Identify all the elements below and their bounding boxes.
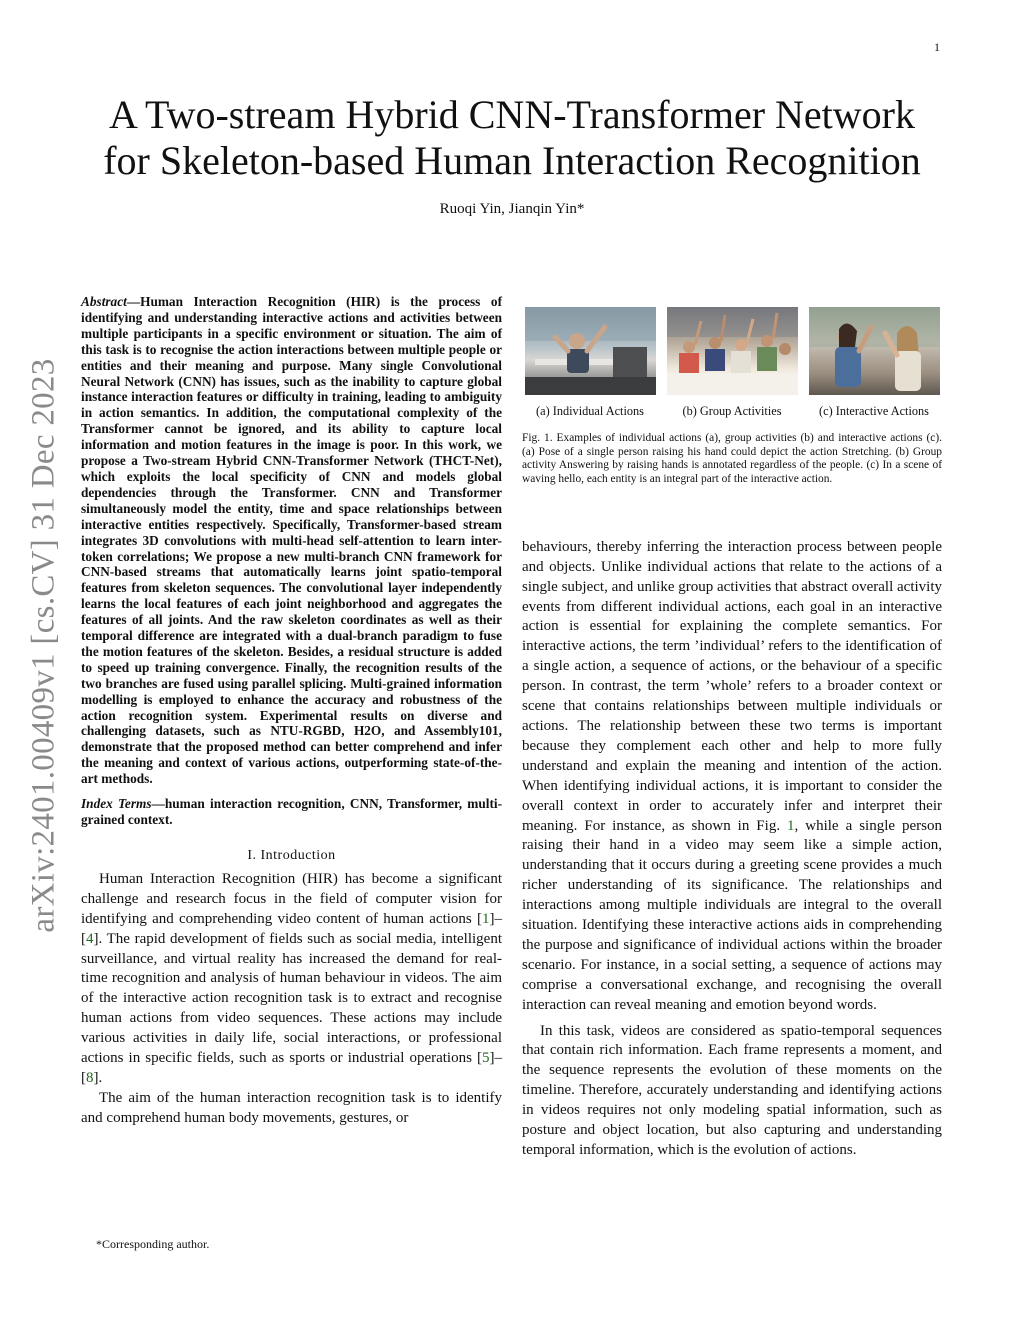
figure-panel-c-caption: (c) Interactive Actions [819, 404, 929, 418]
footnote: *Corresponding author. [96, 1237, 210, 1251]
abstract [81, 294, 502, 787]
citation-link-5[interactable]: 5 [482, 1050, 490, 1067]
figure-panel-a-caption: (a) Individual Actions [536, 404, 644, 418]
citation-link-8[interactable]: 8 [86, 1069, 94, 1086]
intro-text-4: ]–[ [81, 1050, 502, 1086]
figure-panel-a [522, 307, 658, 419]
authors: Ruoqi Yin, Jianqin Yin* [439, 201, 585, 217]
right-text-2: , while a single person raising their hand in a video may seem like a simple action, understanding that it occurs during a greeting scene provides a much richer understanding of its significance. The relationships and interactions among multiple individuals are integral to the overall situation. Identifying these interactive actions aids in comprehending the purpose and significance of individual actions within the broader scenario. For instance, in a social setting, a sequence of actions may comprise a conversational exchange, and recognising the overall interaction can reveal meaning and emotion beyond words. [522, 817, 942, 1013]
paper-title [60, 92, 964, 184]
two-people-waving-photo [809, 307, 940, 395]
right-paragraph-1 [522, 538, 942, 1016]
abstract-label: Abstract [81, 294, 127, 309]
figure-panel-b [664, 307, 800, 419]
figure-panel-b-caption: (b) Group Activities [682, 404, 782, 418]
index-terms [81, 796, 502, 828]
right-column [522, 307, 942, 1161]
figure-1 [522, 307, 942, 419]
section-heading-introduction: I. Introduction [247, 847, 336, 863]
figure-panel-c [806, 307, 942, 419]
citation-link-1[interactable]: 1 [482, 910, 490, 927]
intro-text-5: ]. [93, 1069, 103, 1086]
intro-text-3: ]. The rapid development of fields such as social media, intelligent surveillance, and virtual reality has increased the demand for real-time recognition and analysis of human behaviour in videos. The aim of the interactive action recognition task is to extract and recognise human actions from video sequences. These actions may include various activities in daily life, social interactions, or professional actions in specific fields, such as sports or industrial operations [ [81, 930, 502, 1067]
arxiv-stamp [14, 350, 74, 940]
left-column [81, 294, 502, 1129]
person-raising-hand-photo [525, 307, 656, 395]
figure-1-caption: Fig. 1. Examples of individual actions (a), group activities (b) and interactive actions (c). (a) Pose of a single person raising his hand could depict the action Stretching. (b) Group activity Answering by raising hands is annotated regardless of the people. (c) In a scene of waving hello, each entity is an integral part of the interactive action. [522, 432, 942, 486]
title-line-2: for Skeleton-based Human Interaction Recognition [103, 138, 921, 183]
arxiv-identifier: arXiv:2401.00409v1 [cs.CV] 31 Dec 2023 [25, 357, 62, 933]
index-terms-label: Index Terms [81, 796, 152, 812]
students-raising-hands-photo [667, 307, 798, 395]
index-terms-text: —human interaction recognition, CNN, Transformer, multi-grained context. [81, 796, 502, 827]
intro-paragraph-2: The aim of the human interaction recognition task is to identify and comprehend human body movements, gestures, or [81, 1089, 502, 1126]
title-line-1: A Two-stream Hybrid CNN-Transformer Network [109, 92, 915, 137]
page-number: 1 [934, 40, 940, 54]
citation-link-4[interactable]: 4 [86, 930, 94, 947]
intro-text-1: Human Interaction Recognition (HIR) has become a significant challenge and research focus in the field of computer vision for identifying and comprehending video content of human actions [ [81, 870, 502, 927]
figure-reference-link[interactable]: 1 [787, 817, 795, 834]
right-text-1: behaviours, thereby inferring the interaction process between people and objects. Unlike individual actions that relate to the actions of a single subject, and unlike group activities that abstract overall activity events from different individual actions, each goal in an interactive action is essential for explaining the complete semantics. For interactive actions, the term ’individual’ refers to the identification of a single action, a sequence of actions, or the behaviour of a specific person. In contrast, the term ’whole’ refers to a broader context or scene that contains relationships between multiple individuals or actions. The relationship between these two terms is important because they complement each other and help to more fully understand and explain the meaning and intention of the action. When identifying individual actions, it is important to consider the overall context in order to accurately infer and interpret their meaning. For instance, as shown in Fig. [522, 538, 942, 834]
intro-paragraph-1 [81, 870, 502, 1089]
right-paragraph-2: In this task, videos are considered as spatio-temporal sequences that contain rich information. Each frame represents a moment, and the sequence represents the evolution of these moments on the timeline. Therefore, accurately understanding and identifying actions in videos requires not only modeling spatial information, such as posture and object location, but also capturing and understanding temporal information, which is the evolution of actions. [522, 1022, 942, 1158]
abstract-text: —Human Interaction Recognition (HIR) is the process of identifying and understanding interactive actions and activities between multiple participants in a specific environment or situation. The aim of this task is to recognise the action interactions between multiple people or entities and their meaning and purpose. Many single Convolutional Neural Network (CNN) has issues, such as the inability to capture global instance interaction features or difficulty in training, leading to ambiguity in action semantics. In addition, the computational complexity of the Transformer cannot be ignored, and its ability to capture local information and motion features in the image is poor. In this work, we propose a Two-stream Hybrid CNN-Transformer Network (THCT-Net), which exploits the local specificity of CNN and models global dependencies through the Transformer. CNN and Transformer simultaneously model the entity, time and space relationships between interactive entities respectively. Specifically, Transformer-based stream integrates 3D convolutions with multi-head self-attention to learn inter-token correlations; We propose a new multi-branch CNN framework for CNN-based streams that automatically learns joint spatio-temporal features from skeleton sequences. The convolutional layer independently learns the local features of each joint neighborhood and aggregates the features of all joints. And the raw skeleton coordinates as well as their temporal difference are integrated with a dual-branch paradigm to fuse the motion features of the skeleton. Besides, a residual structure is added to speed up training convergence. Finally, the recognition results of the two branches are fused using parallel splicing. Multi-grained information modelling is employed to enhance the accuracy and robustness of the action recognition system. Experimental results on diverse and challenging datasets, such as NTU-RGBD, H2O, and Assembly101, demonstrate that the proposed method can better comprehend and infer the meaning and context of various actions, outperforming state-of-the-art methods. [81, 294, 502, 787]
intro-text-2: ]–[ [81, 910, 502, 947]
